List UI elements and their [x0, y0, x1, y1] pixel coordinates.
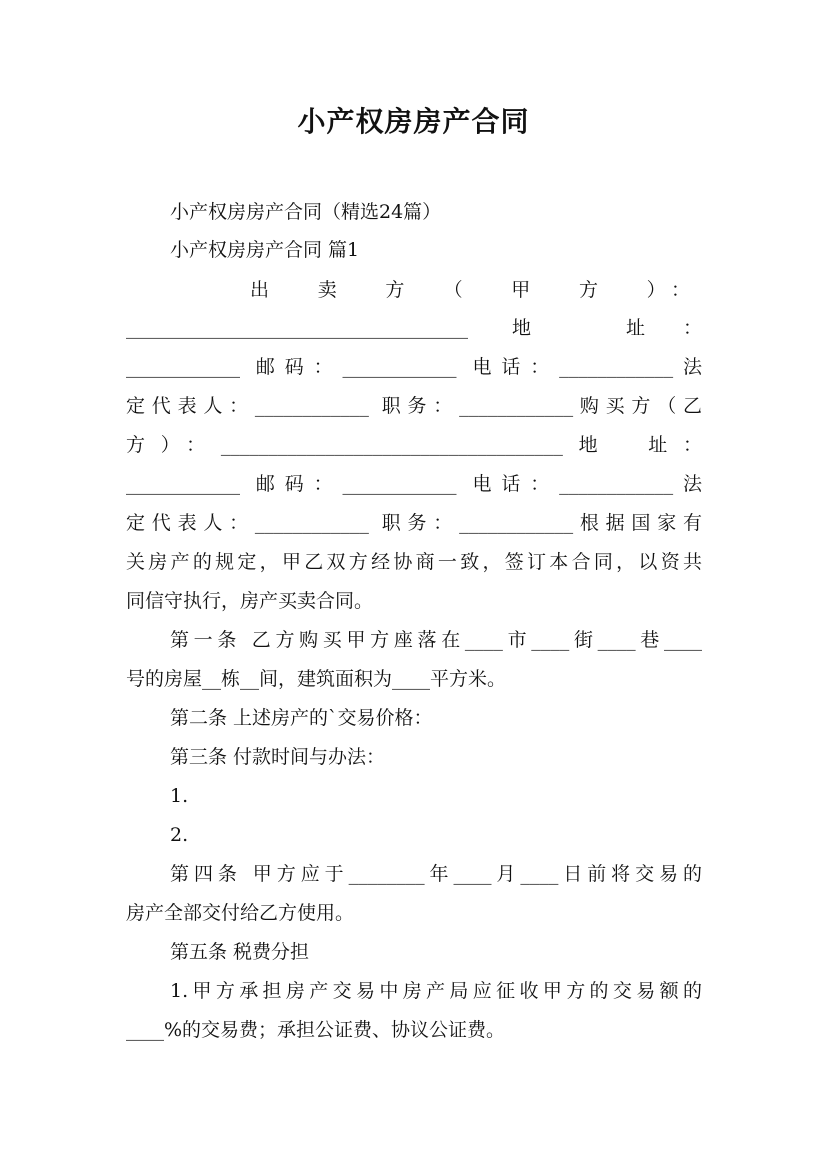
doc-line-15: 第三条 付款时间与办法： — [170, 746, 386, 768]
doc-line-6: 定代表人：____________ 职务：____________购买方（乙 — [126, 395, 702, 417]
doc-line-20: 第五条 税费分担 — [170, 941, 310, 963]
doc-line-2: 小产权房房产合同 篇1 — [170, 239, 360, 261]
doc-line-11: 同信守执行，房产买卖合同。 — [126, 590, 374, 612]
doc-line-22: ____%的交易费；承担公证费、协议公证费。 — [126, 1019, 506, 1041]
doc-line-12: 第一条 乙方购买甲方座落在____市____街____巷____ — [170, 629, 702, 651]
doc-line-19: 房产全部交付给乙方使用。 — [126, 902, 355, 924]
doc-line-13: 号的房屋__栋__间，建筑面积为____平方米。 — [126, 668, 507, 690]
doc-line-8: ____________ 邮码：____________ 电话：____________法 — [126, 473, 702, 495]
doc-line-18: 第四条 甲方应于________年____月____日前将交易的 — [170, 863, 702, 885]
document-title: 小产权房房产合同 — [297, 105, 530, 138]
doc-line-21: 1.甲方承担房产交易中房产局应征收甲方的交易额的 — [170, 980, 702, 1002]
doc-line-10: 关房产的规定，甲乙双方经协商一致，签订本合同，以资共 — [126, 551, 702, 573]
doc-line-3: 出 卖 方 （ 甲 方 ）： — [250, 279, 690, 301]
doc-line-4: ____________________________________ 地 址： — [126, 317, 702, 339]
doc-line-7: 方）：____________________________________地 址： — [126, 434, 702, 456]
doc-line-14: 第二条 上述房产的`交易价格： — [170, 707, 433, 729]
doc-line-17: 2. — [170, 824, 189, 846]
doc-line-5: ____________ 邮码：____________ 电话：____________法 — [126, 356, 702, 378]
doc-line-9: 定代表人：____________ 职务：____________根据国家有 — [126, 512, 702, 534]
doc-line-1: 小产权房房产合同（精选24篇） — [170, 201, 442, 223]
doc-line-16: 1. — [170, 785, 189, 807]
